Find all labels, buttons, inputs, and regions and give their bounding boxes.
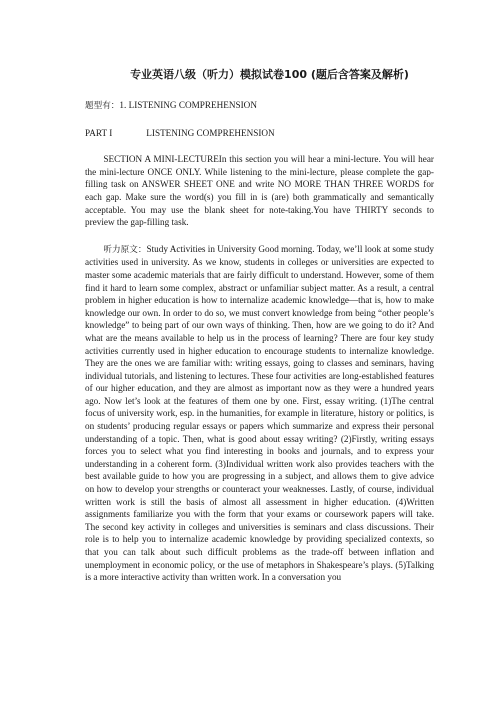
transcript-paragraph xyxy=(85,243,434,584)
question-types-label: 题型有： xyxy=(85,101,120,111)
transcript-text: Study Activities in University Good morning. Today, we’ll look at some study activities used in university. As we know, students in colleges or universities are expected to master some academic materials that are fairly difficult to understand. However, some of them find it hard to learn some complex, abstract or unfamiliar subject matter. As a result, a central problem in higher education is how to internalize academic knowledge—that is, how to make knowledge our own. In order to do so, we must convert knowledge from being “other people’s knowledge” to being part of our own ways of thinking. Then, how are we going to do it? And what are the means available to help us in the process of learning? There are four key study activities currently used in higher education to encourage students to internalize knowledge. They are the ones we are familiar with: writing essays, going to classes and seminars, having individual tutorials, and listening to lectures. These four activities are long-established features of our higher education, and they are almost as important now as they were a hundred years ago. Now let’s look at the features of them one by one. First, essay writing. (1)The central focus of university work, esp. in the humanities, for example in literature, history or politics, is on students’ producing regular essays or papers which summarize and express their personal understanding of a topic. Then, what is good about essay writing? (2)Firstly, writing essays forces you to select what you find interesting in books and journals, and to express your understanding in a coherent form. (3)Individual written work also provides teachers with the best available guide to how you are progressing in a subject, and allows them to give advice on how to develop your strengths or counteract your weaknesses. Lastly, of course, individual written work is still the basis of almost all assessment in higher education. (4)Written assignments familiarize you with the form that your exams or coursework papers will take. The second key activity in colleges and universities is seminars and class discussions. Their role is to help you to internalize academic knowledge by providing specialized contexts, so that you can talk about such difficult problems as the trade-off between inflation and unemployment in economic policy, or the use of metaphors in Shakespeare’s plays. (5)Talking is a more interactive activity than written work. In a conversation you xyxy=(85,243,434,583)
question-types-value: 1. LISTENING COMPREHENSION xyxy=(119,100,257,110)
question-types xyxy=(85,99,434,113)
part-label: PART I xyxy=(85,127,113,138)
section-instructions: SECTION A MINI-LECTUREIn this section you will hear a mini-lecture. You will hear the mini-lecture ONCE ONLY. While listening to the mini-lecture, please complete the gap-filling task on ANSWER SHEET ONE and write NO MORE THAN THREE WORDS for each gap. Make sure the word(s) you fill in is (are) both grammatically and semantically acceptable. You may use the blank sheet for note-taking.You have THIRTY seconds to preview the gap-filling task. xyxy=(85,154,434,228)
document-title: 专业英语八级（听力）模拟试卷100 (题后含答案及解析) xyxy=(130,68,409,81)
part-title: LISTENING COMPREHENSION xyxy=(146,127,275,138)
transcript-label: 听力原文： xyxy=(103,244,147,255)
part-heading xyxy=(85,127,434,140)
